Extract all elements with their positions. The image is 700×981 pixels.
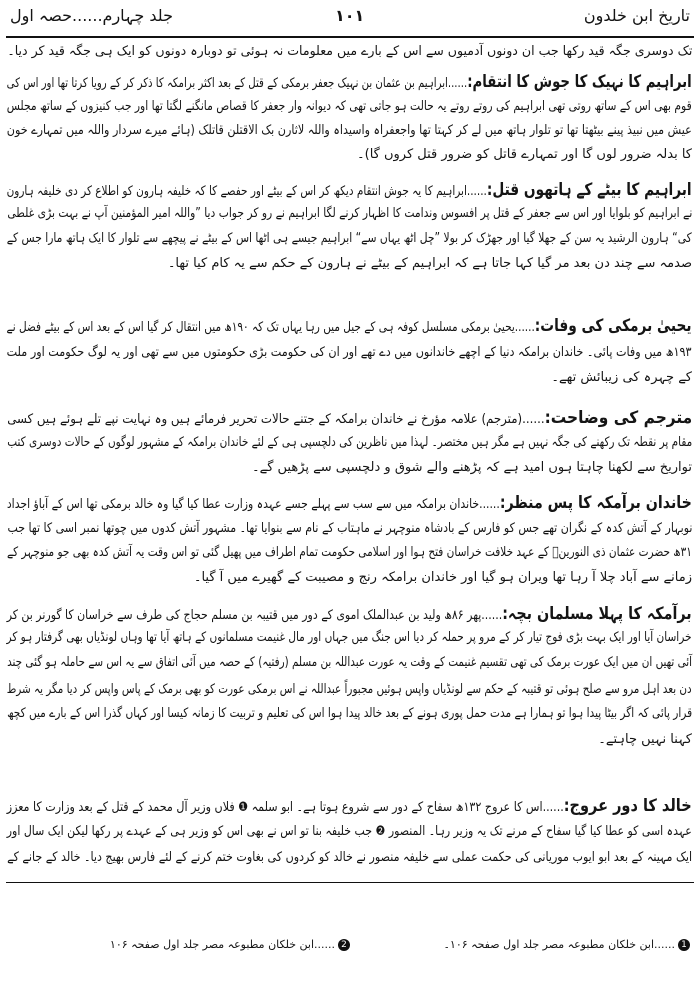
paragraph-text: ......ابراہیم کا یہ جوش انتقام دیکھ کر اس کے بیٹے اور حفصے کا کہ خلیفہ ہارون کو اطلاع کر دی خلیفہ ہارون (7, 184, 488, 199)
footnote-marker-1: 1 (678, 939, 690, 951)
section-heading: خاندان برآمکہ کا پس منظر: (499, 493, 692, 513)
paragraph-text: کی“ ہارون الرشید یہ سن کے جھلا گیا اور جھڑک کر بولا ”چل اٹھ یہاں سے“ ابراہیم جیسے ہی اٹھا اس کے بیٹے نے پیچھے سے تلوار کا ایک ہاتھ مارا جس کے (7, 231, 692, 246)
paragraph-line (7, 431, 692, 455)
paragraph-line (7, 366, 692, 390)
paragraph-text: ......خاندان برامکہ میں سے سب سے پہلے جسے عہدہ وزارت عطا کیا گیا وہ خالد برمکی تھا اس کے آباؤ اجداد (7, 497, 500, 512)
line-content (7, 178, 692, 204)
paragraph-text: ۳۱ھ حضرت عثمان ذی النورینؓ کے عہد خلافت خراسان فتح ہوا اور اسلامی حکومت تمام اطراف میں پھیل گئی تو اس وقت یہ آتش کدہ بھی جو منوچہر کے (7, 545, 692, 560)
footnote-rule (6, 882, 694, 883)
paragraph-text: زمانے سے آباد چلا آ رہا تھا ویران ہو گیا اور خاندان برامکہ رنج و مصیبت کے گھیرے میں آ گیا۔ (193, 570, 692, 585)
line-content (7, 431, 692, 455)
paragraph-line (7, 119, 692, 143)
paragraph-line (7, 95, 692, 119)
paragraph-text: کا بدلہ ضرور لوں گا اور تمہارے قاتل کو ضرور قتل کروں گا)۔ (357, 147, 692, 162)
paragraph-line (7, 252, 692, 276)
paragraph-text: تواریخ سے لکھنا چاہتا ہوں امید ہے کہ پڑھنے والے شوق و دلچسپی سے پڑھیں گے۔ (251, 460, 692, 475)
paragraph-text: ......اس کا عروج ۱۳۲ھ سفاح کے دور سے شروع ہوتا ہے۔ ابو سلمہ ❶ فلاں وزیر آل محمد کے قتل کے بعد وزارت کا معزز (7, 800, 565, 815)
line-content (7, 794, 692, 820)
paragraph-text: عیش میں نبیذ پینے بیٹھتا تھا تو تلوار ہاتھ میں لے کر کہتا تھا واجعفراہ واسیداہ واللہ لاثارن بک الاقتلن قاتلک (ہائے میرے سردار واللہ میں تمہارے خون (7, 123, 692, 138)
paragraph-text: ......پھر ۸۶ھ ولید بن عبدالملک اموی کے دور میں قتیبہ بن مسلم حجاج کی طرف سے خراسان کا گورنر بن کر (7, 608, 503, 623)
paragraph-text: ......(مترجم) علامہ مؤرخ نے خاندان برامکہ کے جتنے حالات تحریر فرمائے ہیں وہ نہایت نپے تلے ہوئے ہیں کسی (7, 412, 545, 427)
paragraph-line (7, 143, 692, 167)
paragraph-line (7, 456, 692, 480)
paragraph-first-line (7, 314, 692, 338)
footnote-2 (110, 938, 350, 951)
paragraph-text: مقام پر نقطہ تک رکھنے کی جگہ نہیں ہے مگر ہیں مختصر۔ لہذا میں ناظرین کی دلچسپی ہی کے لئے خاندان برامکہ کے مشہور لوگوں کے حالات دوسری کتب (7, 435, 692, 450)
line-content (7, 406, 692, 432)
paragraph-text: نے ابراہیم کو بلوایا اور اس سے جعفر کے قتل پر افسوس وندامت کا اظہار کرنے لگا ابراہیم نے رو کر جواب دیا ”واللہ امیر المؤمنین آپ نے بہت بڑی غلطی (7, 206, 692, 221)
line-content (7, 341, 692, 365)
paragraph-text: دن بعد اہل مرو سے صلح ہوئی تو قتیبہ کے حکم سے لونڈیاں واپس ہوئیں مجبوراً عبداللہ نے اس برمکی عورت کو بھی برمک کے پاس واپس کر دیا مگر یہ شرط (7, 682, 692, 697)
paragraph-text: آئی تھیں ان میں ایک عورت برمک کی تھی تقسیم غنیمت کے وقت یہ عورت عبداللہ بن مسلم (رفتیہ) کے حصہ میں آئی اتفاق سے یہ اس سے حاملہ ہو گئی چند (7, 655, 692, 670)
line-content (7, 491, 692, 517)
line-content (7, 820, 692, 844)
line-content (252, 456, 692, 480)
book-title: تاریخ ابن خلدون (583, 6, 690, 25)
line-content (7, 626, 692, 650)
line-content (357, 143, 692, 167)
line-content (7, 227, 692, 251)
paragraph-line (7, 846, 692, 870)
line-content (7, 678, 692, 702)
paragraph-first-line (7, 602, 692, 626)
paragraph-text: ایک مہینہ کے بعد ابو ایوب موریانی کی حکمت عملی سے خلیفہ منصور نے خالد کو کردوں کی بغاوت ختم کرنے کے لئے فارس بھیج دیا۔ خالد کے جانے کے (7, 850, 692, 865)
paragraph-line (7, 227, 692, 251)
paragraph-line (7, 626, 692, 650)
section-heading: یحییٰ برمکی کی وفات: (535, 316, 692, 336)
line-content (7, 651, 692, 675)
line-content (7, 541, 692, 565)
paragraph-text: تک دوسری جگہ قید رکھا جب ان دونوں آدمیوں سے اس کے بارے میں معلومات نہ ہوئی تو دوبارہ دونوں کو ایک ہی جگہ قید کر دیا۔ (7, 44, 692, 59)
footnote-1 (443, 938, 690, 951)
paragraph-line (7, 820, 692, 844)
line-content (7, 517, 692, 541)
page-number: ۱۰۱ (335, 6, 365, 25)
line-content (194, 566, 692, 590)
line-content (7, 846, 692, 870)
paragraph-text: عہدہ اسی کو عطا کیا گیا سفاح کے مرنے تک یہ وزیر رہا۔ المنصور ❷ جب خلیفہ بنا تو اس نے بھی اس کو وزیر ہی کے عہدے پر رکھا لیکن ایک سال اور (7, 824, 692, 839)
paragraph-line (7, 678, 692, 702)
paragraph-first-line (7, 491, 692, 515)
line-content (551, 366, 692, 390)
paragraph-line (7, 517, 692, 541)
paragraph-first-line (7, 406, 692, 430)
paragraph-first-line (7, 40, 692, 64)
line-content (7, 70, 692, 96)
line-content (7, 119, 692, 143)
paragraph-text: صدمہ سے چند دن بعد مر گیا کہا جاتا ہے کہ ابراہیم کے بیٹے نے ہارون کے حکم سے یہ کام کیا تھا۔ (167, 256, 692, 271)
line-content (7, 40, 692, 64)
paragraph-text: خراسان آیا اور ایک بہت بڑی فوج تیار کر کے مرو پر حملہ کر دیا اس جنگ میں جہاں اور مال غنیمت مسلمانوں کے ہاتھ آیا تھا وہاں لونڈیاں بھی گرفتار ہو کر (7, 630, 692, 645)
paragraph-first-line (7, 178, 692, 202)
line-content (168, 252, 692, 276)
footnote-text: ......ابن خلکان مطبوعہ مصر جلد اول صفحہ ۱۰۶ (109, 938, 335, 951)
paragraph-text: ۱۹۳ھ میں وفات پائی۔ خاندان برامکہ دنیا کے اچھے خاندانوں میں دے تھے اور ان کی حکومت بڑی حکومتوں میں سے تھی اور یہ لوگ حکومت اور ملت (7, 345, 692, 360)
line-content (7, 602, 692, 628)
volume-label: جلد چہارم......حصہ اول (10, 6, 173, 25)
paragraph-text: کہنا نہیں چاہتے۔ (598, 732, 692, 747)
paragraph-text: نوبہار کے آتش کدہ کے نگران تھے جس کو فارس کے بادشاہ منوچہر نے ماہتاب کے نام سے بنوایا تھا۔ مشہور آتش کدوں میں چوتھا نمبر اسی کا تھا جب (7, 521, 692, 536)
paragraph-line (7, 728, 692, 752)
line-content (7, 314, 692, 340)
line-content (598, 728, 692, 752)
paragraph-first-line (7, 70, 692, 94)
paragraph-line (7, 566, 692, 590)
section-heading: خالد کا دور عروج: (564, 796, 692, 816)
line-content (7, 702, 692, 726)
paragraph-line (7, 341, 692, 365)
footnote-marker-2: 2 (338, 939, 350, 951)
footnote-text: ......ابن خلکان مطبوعہ مصر جلد اول صفحہ ۱۰۶۔ (443, 938, 675, 951)
paragraph-text: ......ابراہیم بن عثمان بن نہیک جعفر برمکی کے قتل کے بعد اکثر برامکہ کا ذکر کر کے رویا کرتا تھا اور اس کی (7, 76, 468, 91)
line-content (7, 95, 692, 119)
paragraph-text: قرار پائی کہ اگر بیٹا پیدا ہوا تو ہمارا ہے مدت حمل پوری ہونے کے بعد خالد پیدا ہوا اس کی تعلیم و تربیت کا زمانہ کیسا اور کہاں گذرا اس کے بارے میں کچھ (7, 706, 692, 721)
line-content (7, 202, 692, 226)
section-heading: برآمکہ کا پہلا مسلمان بچہ: (502, 604, 692, 624)
section-heading: ابراہیم کا نہیک کا جوش کا انتقام: (467, 72, 692, 92)
header-rule (6, 36, 694, 38)
section-heading: ابراہیم کا بیٹے کے ہاتھوں قتل: (487, 180, 692, 200)
section-heading: مترجم کی وضاحت: (544, 408, 692, 428)
paragraph-first-line (7, 794, 692, 818)
paragraph-line (7, 651, 692, 675)
paragraph-line (7, 702, 692, 726)
paragraph-line (7, 202, 692, 226)
paragraph-line (7, 541, 692, 565)
paragraph-text: کے چہرہ کی زیبائش تھے۔ (551, 370, 692, 385)
paragraph-text: ......یحییٰ برمکی مسلسل کوفہ ہی کے جیل میں رہا یہاں تک کہ ۱۹۰ھ میں انتقال کر گیا اس کے بعد اس کے بیٹے فضل نے (7, 320, 536, 335)
paragraph-text: قوم بھی اس کے ساتھ روتی تھی ابراہیم کی روتے روتے یہ حالت ہو جاتی تھی کہ دیوانہ وار جعفر کا قصاص مانگنے لگتا تھا اور جب کنیزوں کے ساتھ مجلس (7, 99, 692, 114)
